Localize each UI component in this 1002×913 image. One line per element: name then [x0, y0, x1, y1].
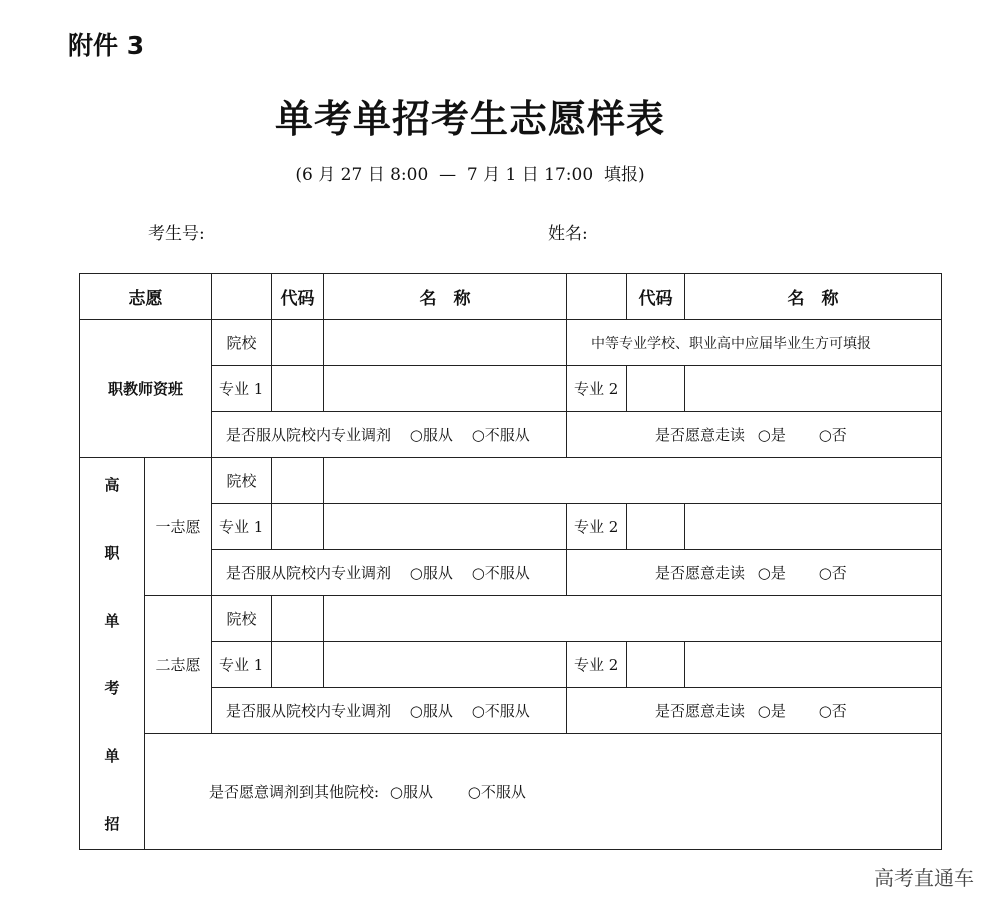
radio-circle-icon: ○ — [471, 426, 485, 444]
teacher-class-note: 中等专业学校、职业高中应届毕业生方可填报 — [567, 320, 942, 366]
second-major1-label: 专业 1 — [212, 642, 272, 688]
teacher-major1-name[interactable] — [324, 366, 567, 412]
obey-radio[interactable]: ○服从 — [409, 564, 453, 582]
commute-question: 是否愿意走读 — [655, 564, 746, 582]
form-title: 单考单招考生志愿样表 — [274, 96, 665, 141]
name-field[interactable]: 姓名: — [548, 224, 588, 244]
first-major2-label: 专业 2 — [567, 504, 627, 550]
second-major2-code[interactable] — [627, 642, 685, 688]
second-school-label: 院校 — [212, 596, 272, 642]
first-major1-name[interactable] — [324, 504, 567, 550]
radio-circle-icon: ○ — [471, 564, 485, 582]
obey-question: 是否服从院校内专业调剂 — [226, 702, 392, 720]
adjust-obey-radio[interactable]: ○服从 — [389, 783, 433, 801]
teacher-class-label: 职教师资班 — [80, 320, 212, 458]
second-obey-row — [212, 688, 567, 734]
adjust-row — [145, 734, 942, 850]
first-obey-row — [212, 550, 567, 596]
first-school-name[interactable] — [324, 458, 942, 504]
attachment-label: 附件 3 — [68, 31, 145, 60]
header-name-2: 名 称 — [685, 274, 942, 320]
first-commute-row — [567, 550, 942, 596]
radio-circle-icon: ○ — [818, 426, 832, 444]
first-school-code[interactable] — [272, 458, 324, 504]
teacher-major2-code[interactable] — [627, 366, 685, 412]
obey-question: 是否服从院校内专业调剂 — [226, 426, 392, 444]
first-choice-label: 一志愿 — [145, 458, 212, 596]
second-major2-name[interactable] — [685, 642, 942, 688]
radio-circle-icon: ○ — [409, 564, 423, 582]
radio-circle-icon: ○ — [757, 564, 771, 582]
radio-circle-icon: ○ — [409, 426, 423, 444]
exam-id-field[interactable]: 考生号: — [148, 224, 205, 244]
watermark: 高考直通车 — [874, 866, 974, 890]
second-major2-label: 专业 2 — [567, 642, 627, 688]
header-code-1: 代码 — [272, 274, 324, 320]
yes-radio[interactable]: ○是 — [757, 426, 786, 444]
adjust-not-obey-radio[interactable]: ○不服从 — [467, 783, 526, 801]
radio-circle-icon: ○ — [409, 702, 423, 720]
teacher-school-code[interactable] — [272, 320, 324, 366]
teacher-major2-name[interactable] — [685, 366, 942, 412]
teacher-major1-label: 专业 1 — [212, 366, 272, 412]
second-commute-row — [567, 688, 942, 734]
yes-radio[interactable]: ○是 — [757, 564, 786, 582]
first-major2-code[interactable] — [627, 504, 685, 550]
commute-question: 是否愿意走读 — [655, 426, 746, 444]
teacher-obey-row — [212, 412, 567, 458]
form-subtitle: (6 月 27 日 8:00 — 7 月 1 日 17:00 填报) — [295, 165, 645, 185]
header-blank-2 — [567, 274, 627, 320]
first-major2-name[interactable] — [685, 504, 942, 550]
adjust-question: 是否愿意调剂到其他院校: — [209, 783, 380, 801]
no-radio[interactable]: ○否 — [818, 702, 847, 720]
higher-vocational-label: 高 职 单 考 单 招 — [80, 458, 145, 850]
radio-circle-icon: ○ — [757, 702, 771, 720]
first-school-label: 院校 — [212, 458, 272, 504]
header-blank-1 — [212, 274, 272, 320]
teacher-school-name[interactable] — [324, 320, 567, 366]
radio-circle-icon: ○ — [467, 783, 481, 801]
second-school-code[interactable] — [272, 596, 324, 642]
no-radio[interactable]: ○否 — [818, 564, 847, 582]
no-radio[interactable]: ○否 — [818, 426, 847, 444]
radio-circle-icon: ○ — [471, 702, 485, 720]
radio-circle-icon: ○ — [757, 426, 771, 444]
teacher-major1-code[interactable] — [272, 366, 324, 412]
not-obey-radio[interactable]: ○不服从 — [471, 564, 530, 582]
not-obey-radio[interactable]: ○不服从 — [471, 426, 530, 444]
radio-circle-icon: ○ — [818, 564, 832, 582]
second-major1-name[interactable] — [324, 642, 567, 688]
header-choice: 志愿 — [80, 274, 212, 320]
teacher-major2-label: 专业 2 — [567, 366, 627, 412]
first-major1-code[interactable] — [272, 504, 324, 550]
obey-radio[interactable]: ○服从 — [409, 426, 453, 444]
not-obey-radio[interactable]: ○不服从 — [471, 702, 530, 720]
header-code-2: 代码 — [627, 274, 685, 320]
obey-question: 是否服从院校内专业调剂 — [226, 564, 392, 582]
first-major1-label: 专业 1 — [212, 504, 272, 550]
radio-circle-icon: ○ — [389, 783, 403, 801]
second-major1-code[interactable] — [272, 642, 324, 688]
header-name-1: 名 称 — [324, 274, 567, 320]
second-choice-label: 二志愿 — [145, 596, 212, 734]
teacher-commute-row — [567, 412, 942, 458]
radio-circle-icon: ○ — [818, 702, 832, 720]
commute-question: 是否愿意走读 — [655, 702, 746, 720]
second-school-name[interactable] — [324, 596, 942, 642]
application-table — [79, 273, 942, 850]
teacher-school-label: 院校 — [212, 320, 272, 366]
obey-radio[interactable]: ○服从 — [409, 702, 453, 720]
yes-radio[interactable]: ○是 — [757, 702, 786, 720]
